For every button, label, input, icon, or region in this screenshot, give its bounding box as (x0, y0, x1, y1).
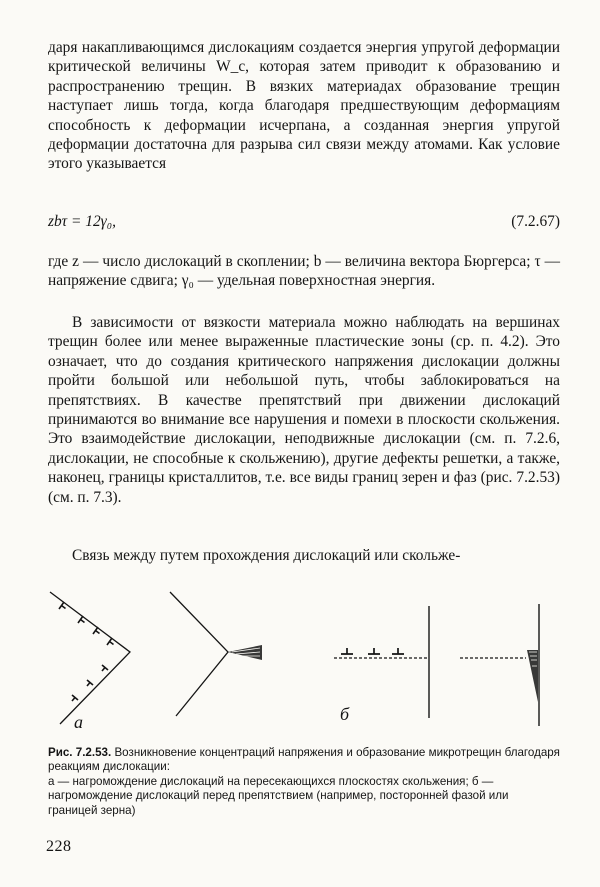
caption-title: Возникновение концентраций напряжения и образование микротрещин благодаря реакциям дислокации: (48, 746, 560, 774)
paragraph-4-block (48, 546, 560, 565)
paragraph-4: Связь между путем прохождения дислокаций или скольже- (72, 547, 461, 564)
paragraph-2-block (48, 252, 560, 291)
paragraph-1: дaря накапливающимся дислокациям создается энергия упругой деформации критической величины W_c, которая затем приводит к образованию и распространению трещин. В вязких материадах образование трещин наступает лишь тогда, когда благодаря предшествующим деформациям способность к деформации исчерпана, а созданная энергия упругой деформации достаточна для разрыва сил связи между атомами. Как условие этого указывается (48, 39, 560, 173)
paragraph-2: где z — число дислокаций в скоплении; b — величина вектора Бюргерса; τ — напряжение сдвига; γ₀ — удельная поверхностная энергия. (48, 253, 560, 290)
paragraph-1-block (48, 38, 560, 174)
figure-b-crack (460, 604, 539, 726)
formula-expression: zbτ = 12γ₀, (48, 213, 116, 230)
figure-a-crack (170, 592, 262, 716)
formula-number: (7.2.67) (511, 213, 560, 230)
paragraph-3-block (48, 313, 560, 507)
caption-label: Рис. 7.2.53. (48, 746, 112, 759)
figure-label-b: б (340, 704, 350, 724)
paragraph-3: В зависимости от вязкости материала можно наблюдать на вершинах трещин более или менее выраженные пластические зоны (ср. п. 4.2). Это означает, что до создания критического напряжения дислокации должны пройти большой или небольшой путь, чтобы заблокироваться на препятствиях. В качестве препятствий при движении дислокаций принимаются во внимание все нарушения и помехи в плоскости скольжения. Это взаимодействие дислокации, неподвижные дислокации (см. п. 7.2.6, дислокации, не способные к скольжению), другие дефекты решетки, а также, наконец, границы кристаллитов, т.е. все виды границ зерен и фаз (рис. 7.2.53) (см. п. 7.3). (48, 314, 560, 506)
figure-caption (48, 746, 560, 818)
figure-7-2-53 (48, 590, 560, 740)
formula-7-2-67 (48, 213, 560, 231)
figure-b-pileup (334, 606, 429, 718)
figure-a-intersecting-planes (50, 592, 130, 724)
figure-label-a: а (74, 712, 83, 732)
page-number: 228 (46, 838, 72, 855)
caption-text: а — нагромождение дислокаций на пересекающихся плоскостях скольжения; б — нагромождение дислокаций перед препятствием (например, посторонней фазой или границей зерна) (48, 774, 509, 817)
